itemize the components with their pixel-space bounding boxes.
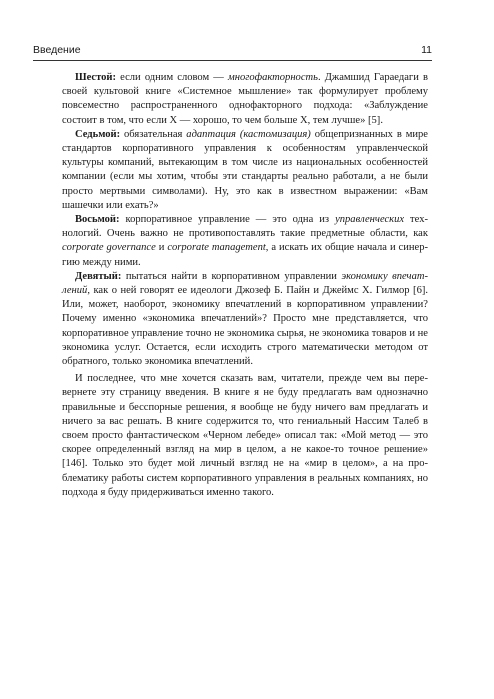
emphasis: адаптация (кастомизация) — [186, 128, 311, 140]
paragraph-text: . Джамшид Гараедаги в своей культовой книге «Системное мышление» так формулирует проблему повсеместно распространенного однофакторного подхода: «Заблуждение состоит в том, что если Х — хорошо, то чем больше Х, тем лучше» [5]. — [62, 72, 428, 126]
paragraph-ninth — [62, 270, 428, 369]
paragraph-text: обязательная — [120, 128, 187, 140]
paragraph-text: общепризнанных в мире стандартов корпоративного управления к особенностям управленческой культуры компаний, вытекающим в том числе из национальных особенностей компании (если мы хотим, чтобы эти стандарты реально работали, а не были просто мертвыми символами). Ну, это как в известном выражении: «Вам шашечки или ехать?» — [62, 128, 428, 211]
paragraph-text: технологий. Очень важно не противопоставлять такие предметные области, как — [62, 214, 428, 240]
paragraph-text: , как о ней говорят ее идеологи Джозеф Б. Пайн и Джеймс Х. Гилмор [6]. Или, может, наоборот, экономику впечатлений в корпоративном управлении? Почему именно «экономика впечатлений»? Просто мне представляется, что корпоративное управление точно не экономика сырья, не экономика товаров и не экономика услуг. Остается, если исходить строго математически методом от обратного, только экономика впечатлений. — [62, 285, 428, 368]
paragraph-lead: Шестой: — [75, 72, 116, 83]
paragraph-text: , а искать их общие начала и синергию между ними. — [62, 242, 428, 268]
paragraph-text: корпоративное управление — это одна из — [119, 214, 336, 226]
paragraph-text: пытаться найти в корпоративном управлении — [121, 270, 342, 282]
paragraph-lead: Восьмой: — [75, 214, 120, 226]
paragraph-sixth — [62, 71, 428, 128]
emphasis: управленческих — [335, 214, 405, 226]
running-header — [33, 44, 432, 60]
emphasis: многофакторность — [227, 72, 318, 83]
paragraph-lead: Девятый: — [75, 270, 122, 282]
section-title: Введение — [33, 44, 81, 56]
emphasis: corporate management — [167, 242, 266, 254]
paragraph-eighth — [62, 213, 428, 270]
paragraph-lead: Седьмой: — [75, 128, 121, 140]
header-rule — [33, 60, 432, 61]
paragraph-text: и — [155, 242, 168, 254]
page-number: 11 — [421, 44, 432, 56]
paragraph-seventh — [62, 128, 428, 213]
emphasis: corporate governance — [62, 242, 156, 254]
paragraph-text: И последнее, что мне хочется сказать вам, читатели, прежде чем вы перевернете эту страницу введения. В книге я не буду предлагать вам однозначно правильные и бесспорные решения, я вообще не буду ничего вам предлагать и ничего за вас решать. В книге содержится то, что гениальный Нассим Талеб в своем просто фантастическом «Черном лебеде» описал так: «Мой метод — это скорее определенный взгляд на мир в целом, а не какое-то точное решение» [146]. Только это будет мой личный взгляд не на «мир в целом», а на проблематику работы систем корпоративного управления в реальных компаниях, но подхода я буду придерживаться именно такого. — [62, 373, 428, 498]
emphasis: экономику впечатлений — [62, 270, 428, 297]
paragraph-conclusion — [62, 372, 428, 500]
paragraph-text: если одним словом — — [115, 72, 228, 83]
body-text — [62, 71, 428, 500]
